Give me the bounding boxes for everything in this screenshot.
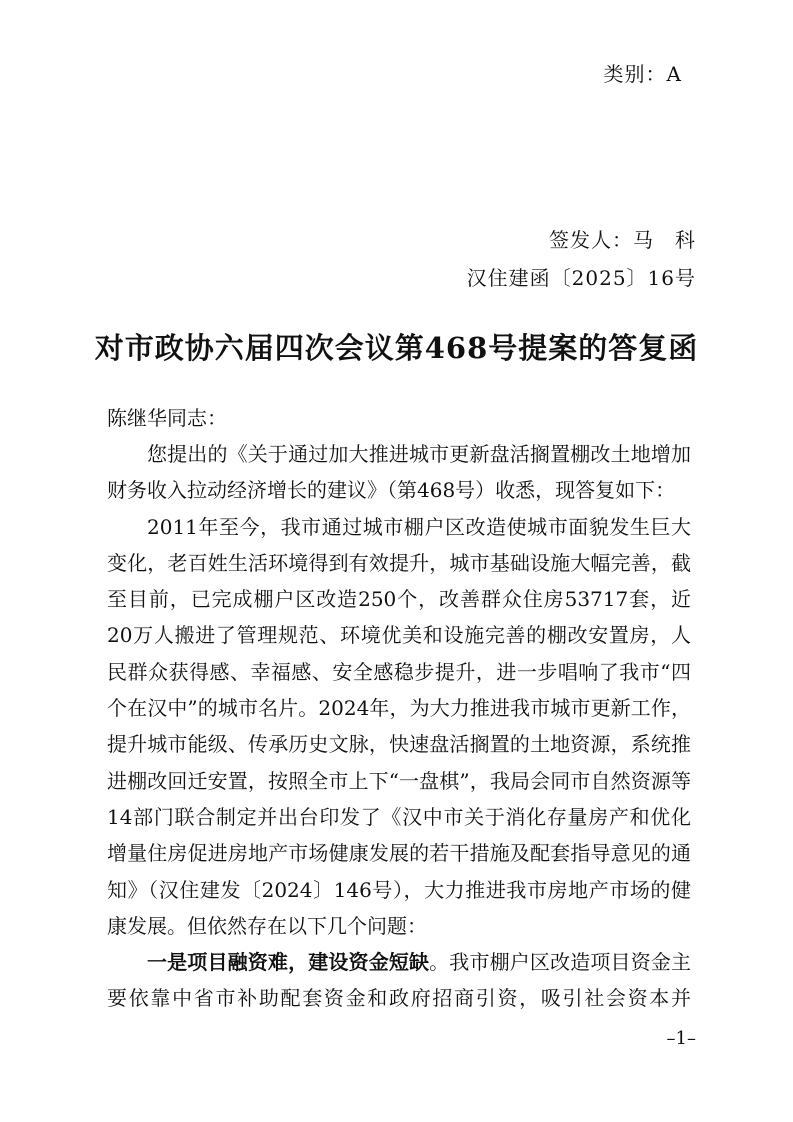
salutation: 陈继华同志： (107, 406, 227, 430)
document-number: 汉住建函〔2025〕16号 (466, 266, 696, 290)
issue-one-heading: 一是项目融资难，建设资金短缺 (147, 950, 430, 975)
issue-one-text: 。我市棚户区改造项目资金主要依靠中省市补助配套资金和政府招商引资，吸引社会资本并 (107, 950, 692, 1011)
paragraph-background: 2011年至今，我市通过城市棚户区改造使城市面貌发生巨大变化，老百姓生活环境得到有效提升，城市基础设施大幅完善，截至目前，已完成棚户区改造250个，改善群众住房53717套，近20万人搬进了管理规范、环境优美和设施完善的棚改安置房，人民群众获得感、幸福感、安全感稳步提升，进一步唱响了我市“四个在汉中”的城市名片。2024年，为大力推进我市城市更新工作，提升城市能级、传承历史文脉，快速盘活搁置的土地资源，系统推进棚改回迁安置，按照全市上下“一盘棋”，我局会同市自然资源等14部门联合制定并出台印发了《汉中市关于消化存量房产和优化增量住房促进房地产市场健康发展的若干措施及配套指导意见的通知》（汉住建发〔2024〕146号），大力推进我市房地产市场的健康发展。但依然存在以下几个问题： (107, 514, 691, 938)
signer-line: 签发人：马 科 (549, 228, 696, 252)
document-body (107, 436, 691, 1017)
paragraph-intro: 您提出的《关于通过加大推进城市更新盘活搁置棚改土地增加财务收入拉动经济增长的建议》（第468号）收悉，现答复如下： (107, 442, 691, 503)
category-label: 类别：A (603, 62, 682, 86)
document-title: 对市政协六届四次会议第468号提案的答复函 (94, 331, 699, 365)
page-number: –1– (666, 1028, 696, 1049)
paragraph-issue-one (107, 944, 691, 1017)
